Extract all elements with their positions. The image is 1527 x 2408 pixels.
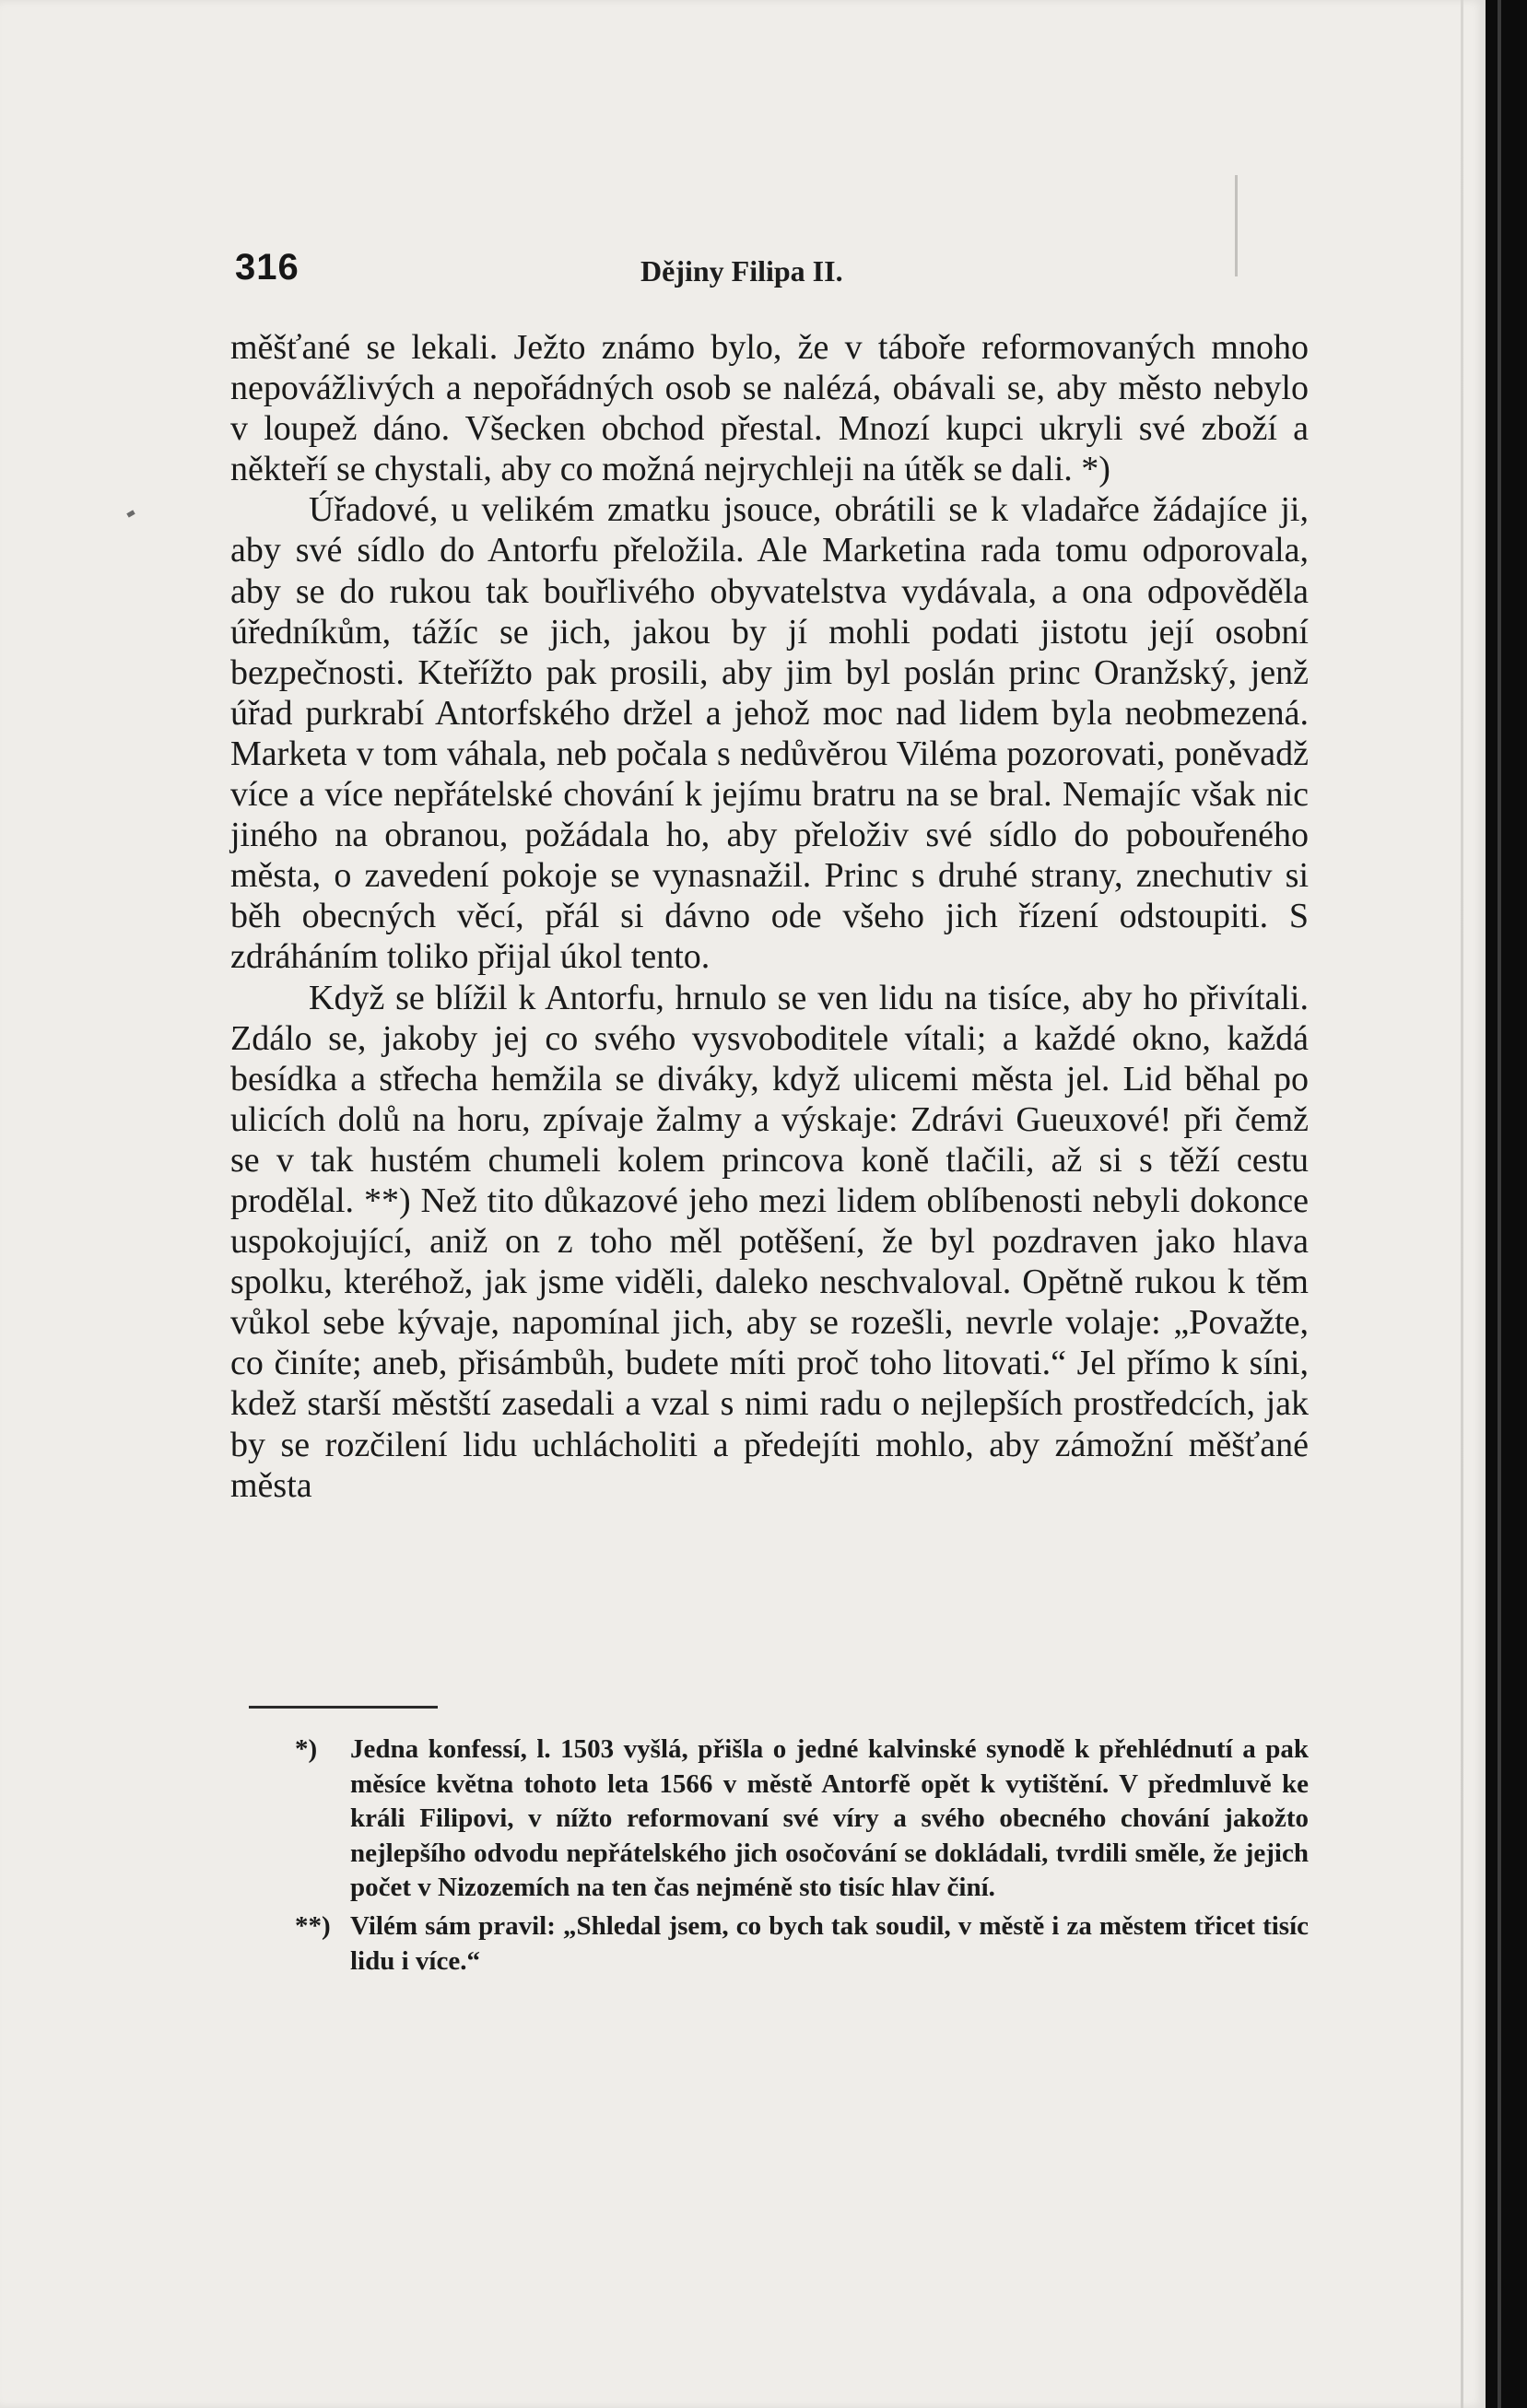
page-header [235, 247, 1313, 302]
footnote-text: Jedna konfessí, l. 1503 vyšlá, přišla o jedné kalvinské synodě k přehlédnutí a pak měsíce května tohoto leta 1566 v městě Antorfě opět k vytištění. V předmluvě ke králi Filipovi, v nížto reformovaní své víry a svého obecného chování jakožto nejlepšího odvodu nepřátelského jich osočování se dokládali, tvrdili směle, že jejich počet v Nizozemích na ten čas nejméně sto tisíc hlav činí. [350, 1734, 1309, 1903]
paragraph: měšťané se lekali. Ježto známo bylo, že v táboře reformovaných mnoho nepovážlivých a nepořádných osob se nalézá, obávali se, aby město nebylo v loupež dáno. Všecken obchod přestal. Mnozí kupci ukryli své zboží a někteří se chystali, aby co možná nejrychleji na útěk se dali. *) [230, 328, 1309, 489]
body-text [230, 327, 1309, 1506]
footnote [295, 1909, 1309, 1979]
footnote-text: Vilém sám pravil: „Shledal jsem, co bych tak soudil, v městě i za městem třicet tisíc lidu i více.“ [350, 1910, 1309, 1976]
footnote-mark: **) [295, 1910, 331, 1941]
page-number: 316 [235, 247, 300, 288]
running-title: Dějiny Filipa II. [640, 254, 843, 288]
paragraph: Když se blížil k Antorfu, hrnulo se ven lidu na tisíce, aby ho přivítali. Zdálo se, jakoby jej co svého vysvoboditele vítali; a každé okno, každá besídka a střecha hemžila se diváky, když ulicemi města jel. Lid běhal po ulicích dolů na horu, zpívaje žalmy a výskaje: Zdrávi Gueuxové! při čemž se v tak hustém chumeli kolem princova koně tlačili, až si s těží cestu prodělal. **) Než tito důkazové jeho mezi lidem oblíbenosti nebyli dokonce uspokojující, aniž on z toho měl potěšení, že byl pozdraven jako hlava spolku, kteréhož, jak jsme viděli, daleko neschvaloval. Opětně rukou k těm vůkol sebe kývaje, napomínal jich, aby se rozešli, nevrle volaje: „Považte, co činíte; aneb, přisámbůh, budete míti proč toho litovati.“ Jel přímo k síni, kdež starší městští zasedali a vzal s nimi radu o nejlepších prostředcích, jak by se rozčilení lidu uchlácholiti a předejíti mohlo, aby zámožní měšťané města [230, 978, 1309, 1505]
footnote [295, 1733, 1309, 1906]
footnotes [295, 1733, 1309, 1982]
footnote-divider [249, 1706, 438, 1709]
page-edge [1461, 0, 1463, 2408]
ink-speck [126, 510, 135, 517]
paragraph: Úřadové, u velikém zmatku jsouce, obrátili se k vladařce žádajíce ji, aby své sídlo do Antorfu přeložila. Ale Marketina rada tomu odporovala, aby se do rukou tak bouřlivého obyvatelstva vydávala, a ona odpověděla úředníkům, tážíc se jich, jakou by jí mohli podati jistotu její osobní bezpečnosti. Kteřížto pak prosili, aby jim byl poslán princ Oranžský, jenž úřad purkrabí Antorfského držel a jehož moc nad lidem byla neobmezená. Marketa v tom váhala, neb počala s nedůvěrou Viléma pozorovati, poněvadž více a více nepřátelské chování k jejímu bratru na se bral. Nemajíc však nic jiného na obranou, požádala ho, aby přeloživ své sídlo do pobouřeného města, o zavedení pokoje se vynasnažil. Princ s druhé strany, znechutiv si běh obecných věcí, přál si dávno ode všeho jich řízení odstoupiti. S zdráháním toliko přijal úkol tento. [230, 490, 1309, 977]
binding-edge [1498, 0, 1501, 2408]
footnote-mark: *) [295, 1734, 318, 1764]
